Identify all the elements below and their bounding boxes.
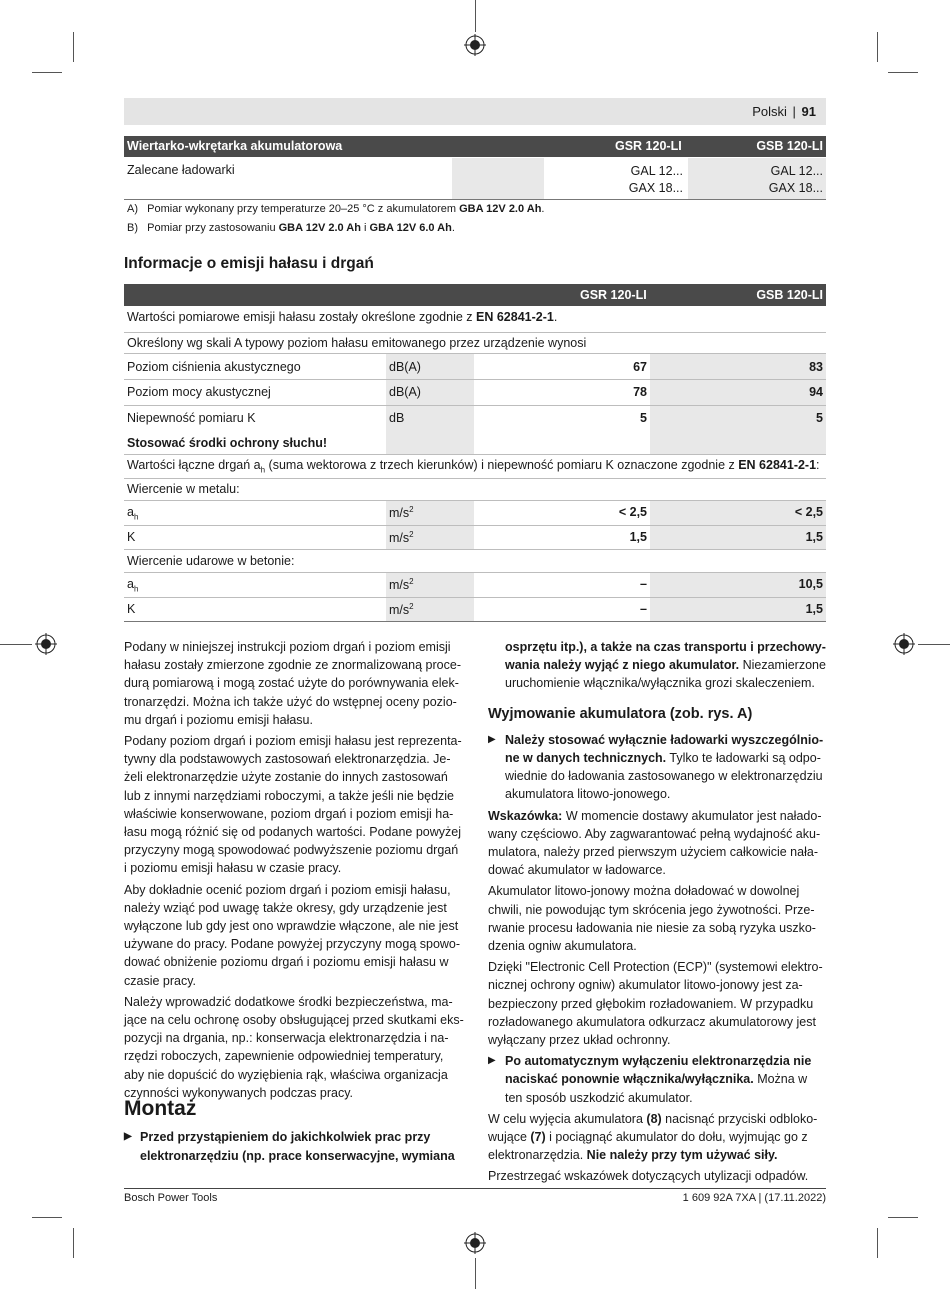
shade-col [452, 158, 544, 199]
footnote-b: B) Pomiar przy zastosowaniu GBA 12V 2.0 Ah i GBA 12V 6.0 Ah. [127, 222, 455, 234]
noise-row-v2: 83 [809, 360, 823, 374]
vib-row-label: $a_h$ [127, 577, 139, 594]
level-text: Określony wg skali A typowy poziom hałasu emitowanego przez urządzenie wynosi [127, 336, 587, 350]
col-gsb: GSB 120-LI [756, 288, 823, 302]
crop-mark [877, 1228, 878, 1258]
paragraph: W celu wyjęcia akumulatora (8) nacisnąć przyciski odbloko- wujące (7) i pociągnąć akumulator do dołu, wyjmując go z elektronarzędzia. Nie należy przy tym używać siły. [488, 1111, 818, 1163]
paragraph: Aby dokładnie ocenić poziom drgań i poziom emisji hałasu, należy wziąć pod uwagę także okresy, gdy urządzenie jest wyłączone lub gdy jest ono wprawdzie włączone, ale nie jest używane do pracy. Podane powyżej przyczyny mogą spowo- dować obniżenie poziomu drgań i poziomu emisji hałasu w czasie pracy. [124, 882, 461, 988]
crop-mark [877, 32, 878, 62]
triangle-right-icon: ▶ [488, 733, 496, 745]
intro-text: Wartości pomiarowe emisji hałasu zostały określone zgodnie z EN 62841-2-1. [127, 310, 558, 324]
vib-row-label: $a_h$ [127, 505, 139, 522]
concrete-label: Wiercenie udarowe w betonie: [127, 554, 295, 568]
bullet-item: ▶ Po automatycznym wyłączeniu elektronarzędzia nie naciskać ponownie włącznika/wyłącznika. Można w ten sposób uszkodzić akumulator. [488, 1054, 812, 1105]
crop-mark [888, 1217, 918, 1218]
noise-row-label: Niepewność pomiaru K [127, 411, 256, 425]
vib-row-unit: $m/s^2$ [389, 577, 414, 593]
metal-label: Wiercenie w metalu: [127, 482, 240, 496]
page-number: 91 [801, 104, 816, 119]
noise-row-unit: dB(A) [389, 385, 421, 399]
crop-mark [32, 72, 62, 73]
montaz-bullet: ▶ Przed przystąpieniem do jakichkolwiek prac przy elektronarzędziu (np. prace konserwacyjne, wymiana [124, 1130, 455, 1163]
col-gsb: GSB 120-LI [756, 139, 823, 153]
crop-mark [888, 72, 918, 73]
table-title: Wiertarko-wkrętarka akumulatorowa [127, 139, 343, 153]
vib-row-unit: $m/s^2$ [389, 602, 414, 618]
paragraph: Należy wprowadzić dodatkowe środki bezpieczeństwa, ma- jące na celu ochronę osoby obsługującej przed skutkami eks- pozycji na drgania, np.: konserwacja elektronarzędzia i na- rzędzi roboczych, zapewnienie odpowiedniej temperatury, aby nie dopuścić do wyziębienia rąk, właściwa organizacja czynności wykonywanych podczas pracy. [124, 994, 464, 1100]
paragraph: Podany poziom drgań i poziom emisji hałasu jest reprezenta- tywny dla podstawowych zastosowań elektronarzędzia. Je- żeli elektronarzędzie użyte zostanie do innych zastosowań lub z innymi narzędziami roboczymi, a także jeśli nie będzie właściwie konserwowane, poziom drgań i poziom emisji ha- łasu mogą różnić się od podanych wartości. Podane powyżej przyczyny mogą spowodować podwyższenie poziomu drgań i poziomu emisji hałasu w czasie pracy. [124, 734, 462, 876]
vib-row-v2: < 2,5 [794, 505, 823, 519]
noise-row-v1: 67 [633, 360, 647, 374]
vib-row-v2: 1,5 [805, 530, 823, 544]
footnote-a: A) Pomiar wykonany przy temperaturze 20–25 °C z akumulatorem GBA 12V 2.0 Ah. [127, 203, 545, 215]
spec-table-header [124, 136, 826, 157]
vib-row-v1: < 2,5 [618, 505, 647, 519]
left-column [124, 638, 464, 1102]
noise-row-v1: 5 [640, 411, 647, 425]
battery-removal-heading: Wyjmowanie akumulatora (zob. rys. A) [488, 705, 753, 722]
crop-mark [73, 1228, 74, 1258]
vib-row-v1: – [640, 577, 647, 591]
bullet-continuation: osprzętu itp.), a także na czas transportu i przechowy- wania należy wyjąć z niego akumulator. Niezamierzone uruchomienie włącznika/wyłącznika grozi skaleczeniem. [505, 640, 826, 691]
paragraph: Dzięki "Electronic Cell Protection (ECP)" (systemowi elektro- nicznej ochrony ogniw) akumulator litowo-jonowy jest za- bezpieczony przed głębokim rozładowaniem. W przypadku rozładowanego akumulatora odkurzacz akumulatorowy jest wyłączany przez układ ochronny. [488, 960, 823, 1048]
registration-mark-icon [464, 1232, 486, 1254]
paragraph: Akumulator litowo-jonowy można doładować w dowolnej chwili, nie powodując tym skrócenia jego żywotności. Prze- rwanie procesu ładowania nie niesie za sobą ryzyka uszko- dzenia ogniw akumulatora. [488, 884, 816, 954]
noise-table-header [124, 284, 826, 306]
col-gsr: GSR 120-LI [580, 288, 647, 302]
noise-heading: Informacje o emisji hałasu i drgań [124, 255, 374, 272]
vib-row-unit: $m/s^2$ [389, 530, 414, 546]
triangle-right-icon: ▶ [124, 1131, 132, 1142]
vib-row-v2: 1,5 [805, 602, 823, 616]
registration-mark-icon [35, 633, 57, 655]
paragraph: Przestrzegać wskazówek dotyczących utylizacji odpadów. [488, 1169, 809, 1184]
bullet-item: ▶ Należy stosować wyłącznie ładowarki wyszczególnio- ne w danych technicznych. Tylko te ładowarki są odpo- wiednie do ładowania zastosowanego w elektronarzędziu akumulatora litowo-jonowego. [488, 732, 824, 802]
note-paragraph: Wskazówka: W momencie dostawy akumulator jest nałado- wany częściowo. Aby zagwarantować pełną wydajność aku- mulatora, należy przed pierwszym użyciem całkowicie nała- dować akumulator w ładowarce. [488, 808, 822, 878]
row-label: Zalecane ładowarki [127, 163, 235, 177]
crop-mark [0, 644, 32, 645]
crop-mark [475, 1258, 476, 1289]
noise-row-v1: 78 [633, 385, 647, 399]
registration-mark-icon [893, 633, 915, 655]
footer-left: Bosch Power Tools [124, 1192, 218, 1204]
vib-row-v1: 1,5 [629, 530, 647, 544]
montaz-heading: Montaż [124, 1097, 197, 1120]
noise-row-label: Poziom mocy akustycznej [127, 385, 271, 399]
col-gsr: GSR 120-LI [615, 139, 682, 153]
noise-row-unit: dB(A) [389, 360, 421, 374]
page-header: Polski | 91 [124, 98, 826, 125]
vib-row-v2: 10,5 [798, 577, 823, 591]
vib-row-label: K [127, 602, 136, 616]
right-column [488, 638, 833, 1186]
section-name: Polski [752, 104, 787, 119]
vib-row-label: K [127, 530, 136, 544]
vib-row-unit: $m/s^2$ [389, 505, 414, 521]
crop-mark [32, 1217, 62, 1218]
gsr-chargers: GAL 12... GAX 18... [628, 164, 683, 195]
paragraph: Podany w niniejszej instrukcji poziom drgań i poziom emisji hałasu zostały zmierzone zgodnie ze znormalizowaną proce- durą pomiarową i mogą zostać użyte do porównywania elek- tronarzędzi. Można ich także użyć do wstępnej oceny pozio- mu drgań i poziomu emisji hałasu. [124, 640, 461, 727]
footer-rule [124, 1188, 826, 1189]
crop-mark [918, 644, 950, 645]
hearing-protection: Stosować środki ochrony słuchu! [127, 436, 328, 450]
gsb-chargers: GAL 12... GAX 18... [768, 164, 823, 195]
noise-row-label: Poziom ciśnienia akustycznego [127, 360, 301, 374]
crop-mark [475, 0, 476, 32]
registration-mark-icon [464, 34, 486, 56]
footer-right: 1 609 92A 7XA | (17.11.2022) [682, 1192, 826, 1204]
noise-row-v2: 5 [816, 411, 823, 425]
crop-mark [73, 32, 74, 62]
noise-row-unit: dB [389, 411, 405, 425]
vibration-text: Wartości łączne drgań $a_h$ (suma wektorowa z trzech kierunków) i niepewność pomiaru K oznaczone zgodnie z EN 62841-2-1: [127, 458, 820, 475]
noise-row-v2: 94 [809, 385, 823, 399]
vib-row-v1: – [640, 602, 647, 616]
triangle-right-icon: ▶ [488, 1055, 496, 1067]
